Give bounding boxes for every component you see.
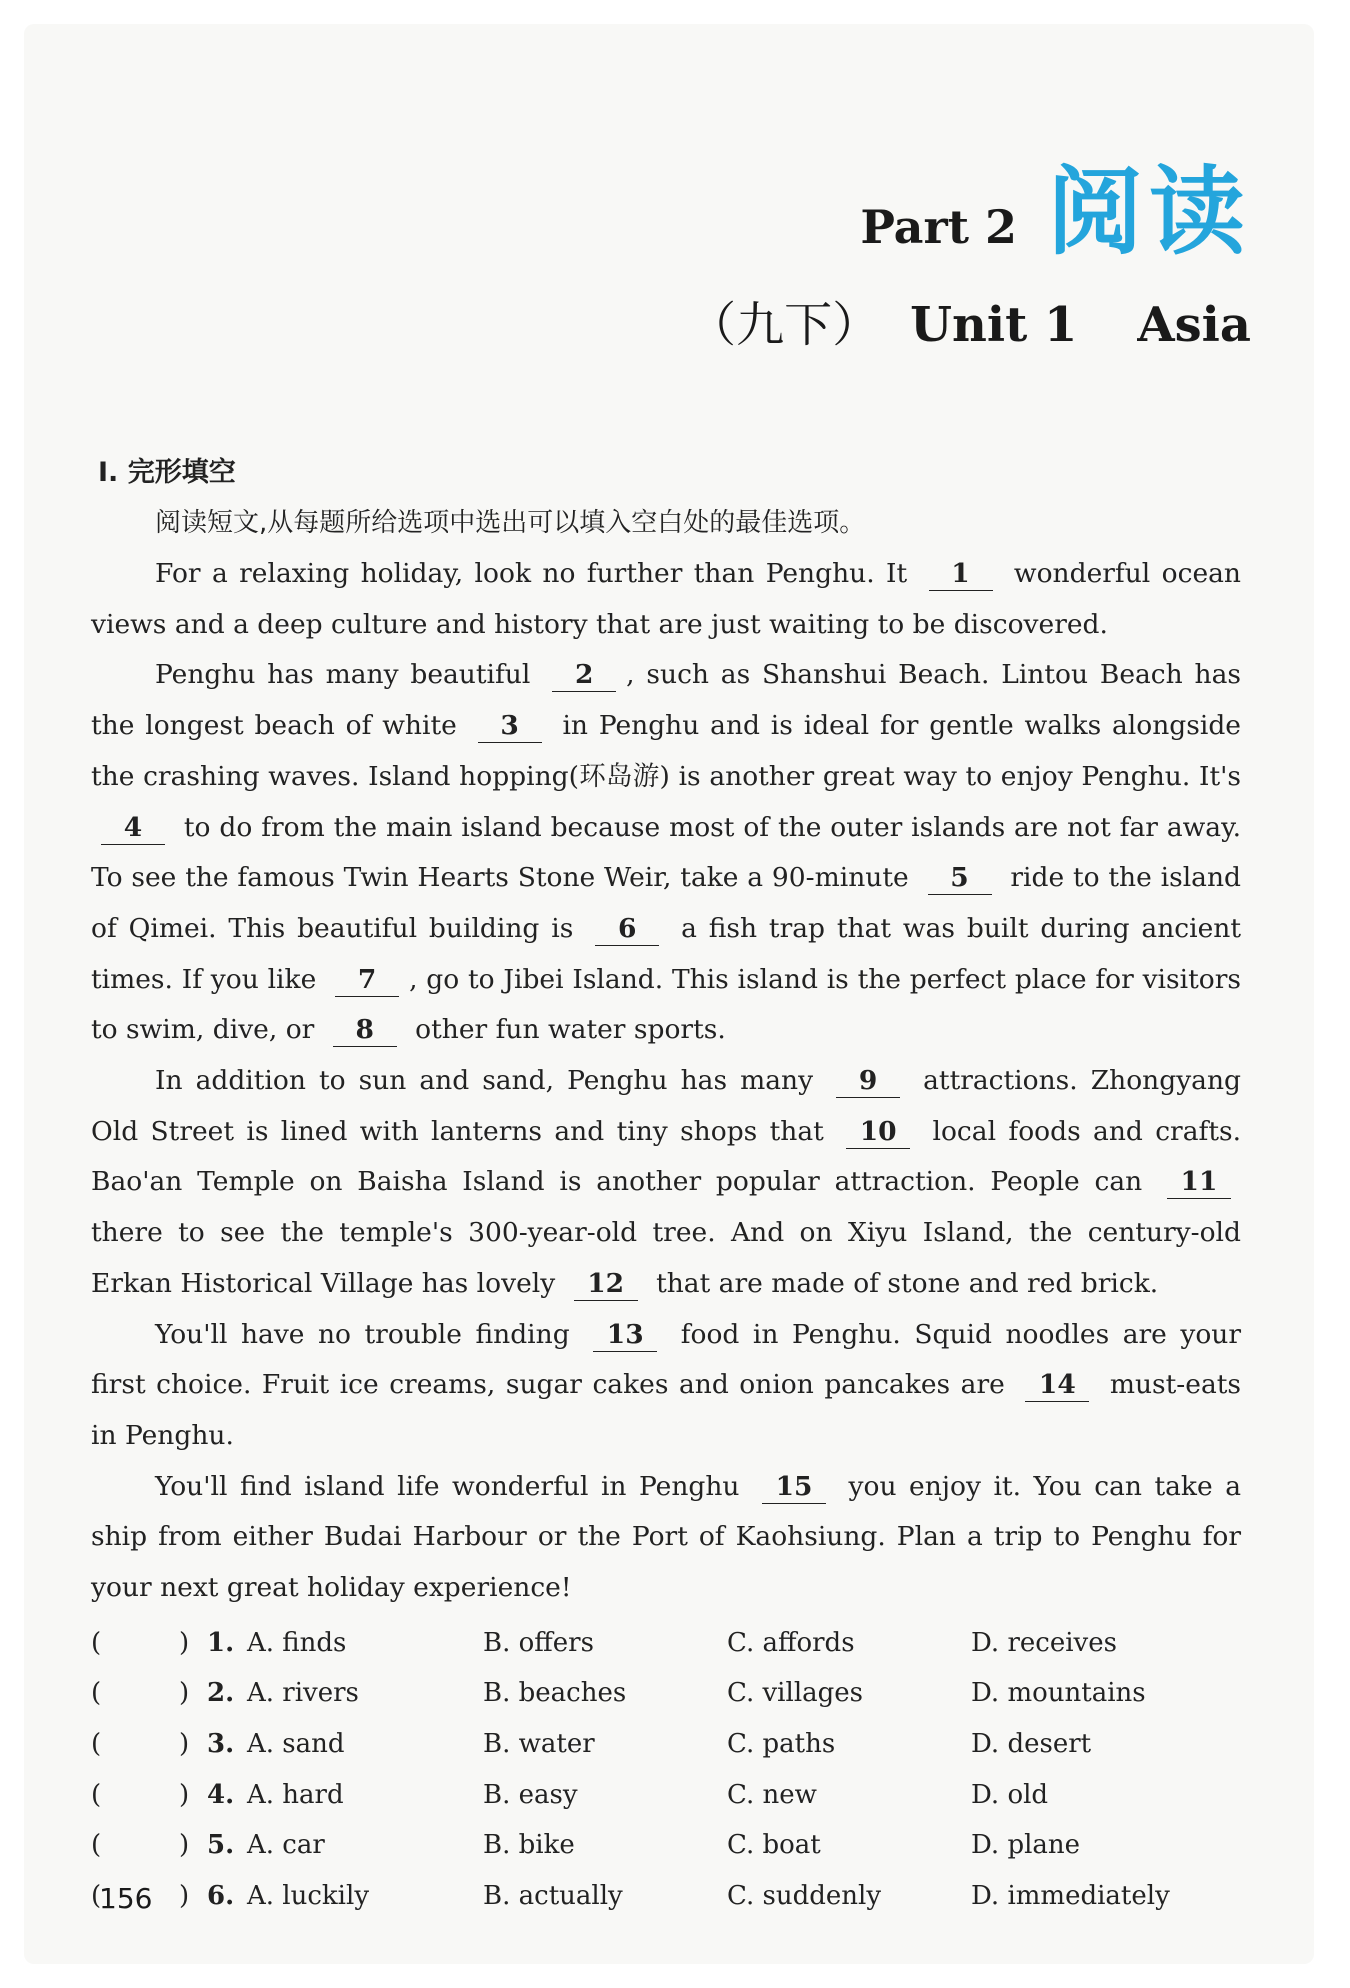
passage-text: , go to Jibei Island. This island is the perfect place for visitors to swim, dive, or	[91, 963, 1241, 1046]
option-d[interactable]: D. desert	[971, 1728, 1092, 1759]
cloze-blank[interactable]: 12	[574, 1268, 638, 1301]
option-b[interactable]: B. offers	[483, 1627, 594, 1658]
passage-text: you enjoy it. You can take a ship from either Budai Harbour or the Port of Kaohsiung. Plan a trip to Penghu for your next great holiday experience!	[91, 1470, 1241, 1604]
answer-bracket[interactable]: ( )	[91, 1728, 190, 1759]
cloze-blank[interactable]: 14	[1025, 1369, 1089, 1402]
question-row	[91, 1820, 1241, 1871]
question-number: 3.	[207, 1728, 235, 1759]
passage-text: local foods and crafts. Bao'an Temple on Baisha Island is another popular attraction. People can	[91, 1115, 1241, 1198]
question-number: 6.	[207, 1880, 235, 1911]
answer-bracket[interactable]: ( )	[91, 1830, 190, 1861]
cloze-blank[interactable]: 15	[762, 1471, 826, 1504]
question-number: 4.	[207, 1779, 235, 1810]
passage-paragraph	[91, 650, 1241, 1056]
section-heading: Ⅰ. 完形填空	[98, 457, 236, 488]
section-instruction: 阅读短文,从每题所给选项中选出可以填入空白处的最佳选项。	[155, 508, 866, 538]
passage-text: Penghu has many beautiful	[155, 659, 543, 691]
question-row	[91, 1871, 1241, 1922]
passage-paragraph	[91, 549, 1241, 650]
cloze-blank[interactable]: 5	[928, 862, 992, 895]
option-a[interactable]: A. car	[247, 1830, 325, 1861]
option-c[interactable]: C. affords	[727, 1627, 855, 1658]
option-c[interactable]: C. villages	[727, 1678, 864, 1709]
question-number: 5.	[207, 1830, 235, 1861]
passage-text: ride to the island of Qimei. This beautiful building is	[91, 862, 1241, 944]
passage-text: must-eats in Penghu.	[91, 1369, 1241, 1451]
option-d[interactable]: D. receives	[971, 1627, 1117, 1658]
cloze-passage	[91, 549, 1241, 1614]
part-title-chinese: 阅读	[1047, 156, 1251, 268]
question-row	[91, 1770, 1241, 1821]
cloze-blank[interactable]: 7	[335, 964, 399, 997]
part-header	[860, 156, 1251, 268]
option-d[interactable]: D. old	[971, 1779, 1049, 1810]
option-c[interactable]: C. paths	[727, 1728, 836, 1759]
unit-title: Asia	[1137, 297, 1251, 353]
passage-text: there to see the temple's 300-year-old tree. And on Xiyu Island, the century-old Erkan Historical Village has lovely	[91, 1217, 1241, 1299]
part-label: Part 2	[860, 200, 1017, 254]
passage-text: other fun water sports.	[406, 1014, 726, 1046]
option-b[interactable]: B. water	[483, 1728, 595, 1759]
option-d[interactable]: D. mountains	[971, 1678, 1146, 1709]
question-number: 1.	[207, 1627, 235, 1658]
passage-text: food in Penghu. Squid noodles are your first choice. Fruit ice creams, sugar cakes and onion pancakes are	[91, 1318, 1242, 1401]
option-a[interactable]: A. finds	[247, 1627, 347, 1658]
option-a[interactable]: A. hard	[247, 1779, 344, 1810]
answer-bracket[interactable]: ( )	[91, 1627, 190, 1658]
passage-text: , such as Shanshui Beach. Lintou Beach has the longest beach of white	[91, 659, 1241, 742]
option-c[interactable]: C. new	[727, 1779, 817, 1810]
cloze-blank[interactable]: 4	[101, 812, 165, 845]
option-b[interactable]: B. easy	[483, 1779, 578, 1810]
passage-text: that are made of stone and red brick.	[647, 1267, 1159, 1299]
passage-text: wonderful ocean views and a deep culture and history that are just waiting to be discovered.	[91, 558, 1242, 640]
answer-bracket[interactable]: ( )	[91, 1880, 190, 1911]
cloze-blank[interactable]: 3	[478, 710, 542, 743]
cloze-blank[interactable]: 13	[593, 1319, 657, 1352]
cloze-blank[interactable]: 8	[333, 1014, 397, 1047]
question-list	[91, 1618, 1241, 1922]
option-c[interactable]: C. suddenly	[727, 1880, 882, 1911]
question-row	[91, 1668, 1241, 1719]
option-c[interactable]: C. boat	[727, 1830, 821, 1861]
cloze-blank[interactable]: 6	[595, 913, 659, 946]
passage-text: in Penghu and is ideal for gentle walks alongside the crashing waves. Island hopping(环岛游) is another great way to enjoy Penghu. It's	[91, 710, 1241, 792]
option-a[interactable]: A. rivers	[247, 1678, 359, 1709]
option-b[interactable]: B. beaches	[483, 1678, 627, 1709]
question-row	[91, 1618, 1241, 1669]
cloze-blank[interactable]: 9	[836, 1065, 900, 1098]
question-row	[91, 1719, 1241, 1770]
passage-paragraph	[91, 1056, 1241, 1310]
unit-grade: （九下）	[688, 297, 881, 353]
passage-paragraph	[91, 1462, 1241, 1614]
exercise-content	[91, 448, 1241, 1921]
page-number: 156	[99, 1882, 153, 1915]
option-a[interactable]: A. luckily	[247, 1880, 370, 1911]
option-a[interactable]: A. sand	[247, 1728, 345, 1759]
cloze-blank[interactable]: 1	[929, 558, 993, 591]
option-b[interactable]: B. bike	[483, 1830, 575, 1861]
cloze-blank[interactable]: 11	[1167, 1166, 1231, 1199]
passage-text: In addition to sun and sand, Penghu has many	[155, 1065, 827, 1097]
passage-text: For a relaxing holiday, look no further than Penghu. It	[155, 558, 919, 589]
passage-text: You'll find island life wonderful in Penghu	[155, 1470, 753, 1502]
passage-text: You'll have no trouble finding	[155, 1318, 584, 1350]
passage-paragraph	[91, 1310, 1241, 1462]
passage-text: attractions. Zhongyang Old Street is lined with lanterns and tiny shops that	[91, 1065, 1241, 1147]
passage-text: a fish trap that was built during ancient times. If you like	[91, 912, 1242, 995]
cloze-blank[interactable]: 2	[552, 659, 616, 692]
answer-bracket[interactable]: ( )	[91, 1779, 190, 1810]
passage-text: to do from the main island because most of the outer islands are not far away. To see the famous Twin Hearts Stone Weir, take a 90-minute	[91, 811, 1241, 894]
question-number: 2.	[207, 1678, 235, 1709]
option-d[interactable]: D. plane	[971, 1830, 1081, 1861]
unit-header	[688, 286, 1251, 355]
unit-label: Unit 1	[910, 297, 1078, 353]
cloze-blank[interactable]: 10	[846, 1116, 910, 1149]
answer-bracket[interactable]: ( )	[91, 1678, 190, 1709]
option-d[interactable]: D. immediately	[971, 1880, 1170, 1911]
option-b[interactable]: B. actually	[483, 1880, 623, 1911]
